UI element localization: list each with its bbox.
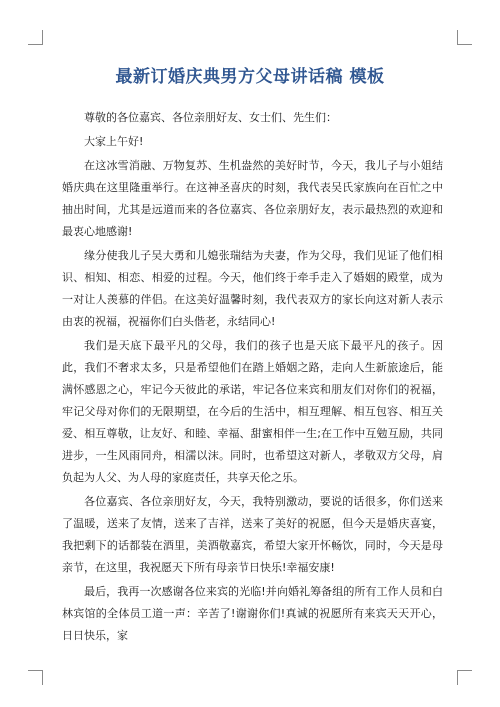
paragraph-salutation: 尊敬的各位嘉宾、各位亲朋好友、女士们、先生们： — [84, 111, 337, 124]
document-body — [62, 107, 443, 649]
paragraph: 在这冰雪消融、万物复苏、生机盎然的美好时节，今天，我儿子与小姐结婚庆典在这里隆重举行。在这神圣喜庆的时刻，我代表吴氏家族向在百忙之中抽出时间，尤其是远道而来的各位嘉宾、各位亲朋好友，表示最热烈的欢迎和最衷心地感谢! — [62, 159, 443, 238]
crop-mark-top-left — [28, 30, 43, 45]
crop-mark-bottom-left — [28, 670, 43, 685]
crop-mark-bottom-right — [457, 670, 472, 685]
paragraph-greeting: 大家上午好! — [84, 135, 144, 148]
paragraph: 各位嘉宾、各位亲朋好友，今天，我特别激动，要说的话很多，你们送来了温暖，送来了友情，送来了吉祥，送来了美好的祝愿，但今天是婚庆喜宴，我把剩下的话都装在酒里，美酒敬嘉宾，希望大家开怀畅饮，同时，今天是母亲节，在这里，我祝愿天下所有母亲节日快乐!幸福安康! — [62, 495, 443, 574]
paragraph: 我们是天底下最平凡的父母，我们的孩子也是天底下最平凡的孩子。因此，我们不奢求太多，只是希望他们在踏上婚姻之路，走向人生新旅途后，能满怀感恩之心，牢记今天彼此的承诺，牢记各位来宾和朋友们对你们的祝福，牢记父母对你们的无限期望，在今后的生活中，相互理解、相互包容、相互关爱、相互尊敬，让友好、和睦、幸福、甜蜜相伴一生;在工作中互勉互励，共同进步，一生风雨同舟，相濡以沫。同时，也希望这对新人，孝敬双方父母，肩负起为人父、为人母的家庭责任，共享天伦之乐。 — [62, 339, 443, 484]
paragraph: 最后，我再一次感谢各位来宾的光临!并向婚礼筹备组的所有工作人员和白林宾馆的全体员工道一声：辛苦了!谢谢你们!真诚的祝愿所有来宾天天开心，日日快乐，家 — [62, 585, 443, 642]
paragraph: 缘分使我儿子吴大勇和儿媳张瑞结为夫妻，作为父母，我们见证了他们相识、相知、相恋、相爱的过程。今天，他们终于牵手走入了婚姻的殿堂，成为一对让人羡慕的伴侣。在这美好温馨时刻，我代表双方的家长向这对新人表示由衷的祝福，祝福你们白头偕老，永结同心! — [62, 249, 443, 328]
document-title: 最新订婚庆典男方父母讲话稿 模板 — [115, 67, 385, 87]
crop-mark-top-right — [457, 30, 472, 45]
